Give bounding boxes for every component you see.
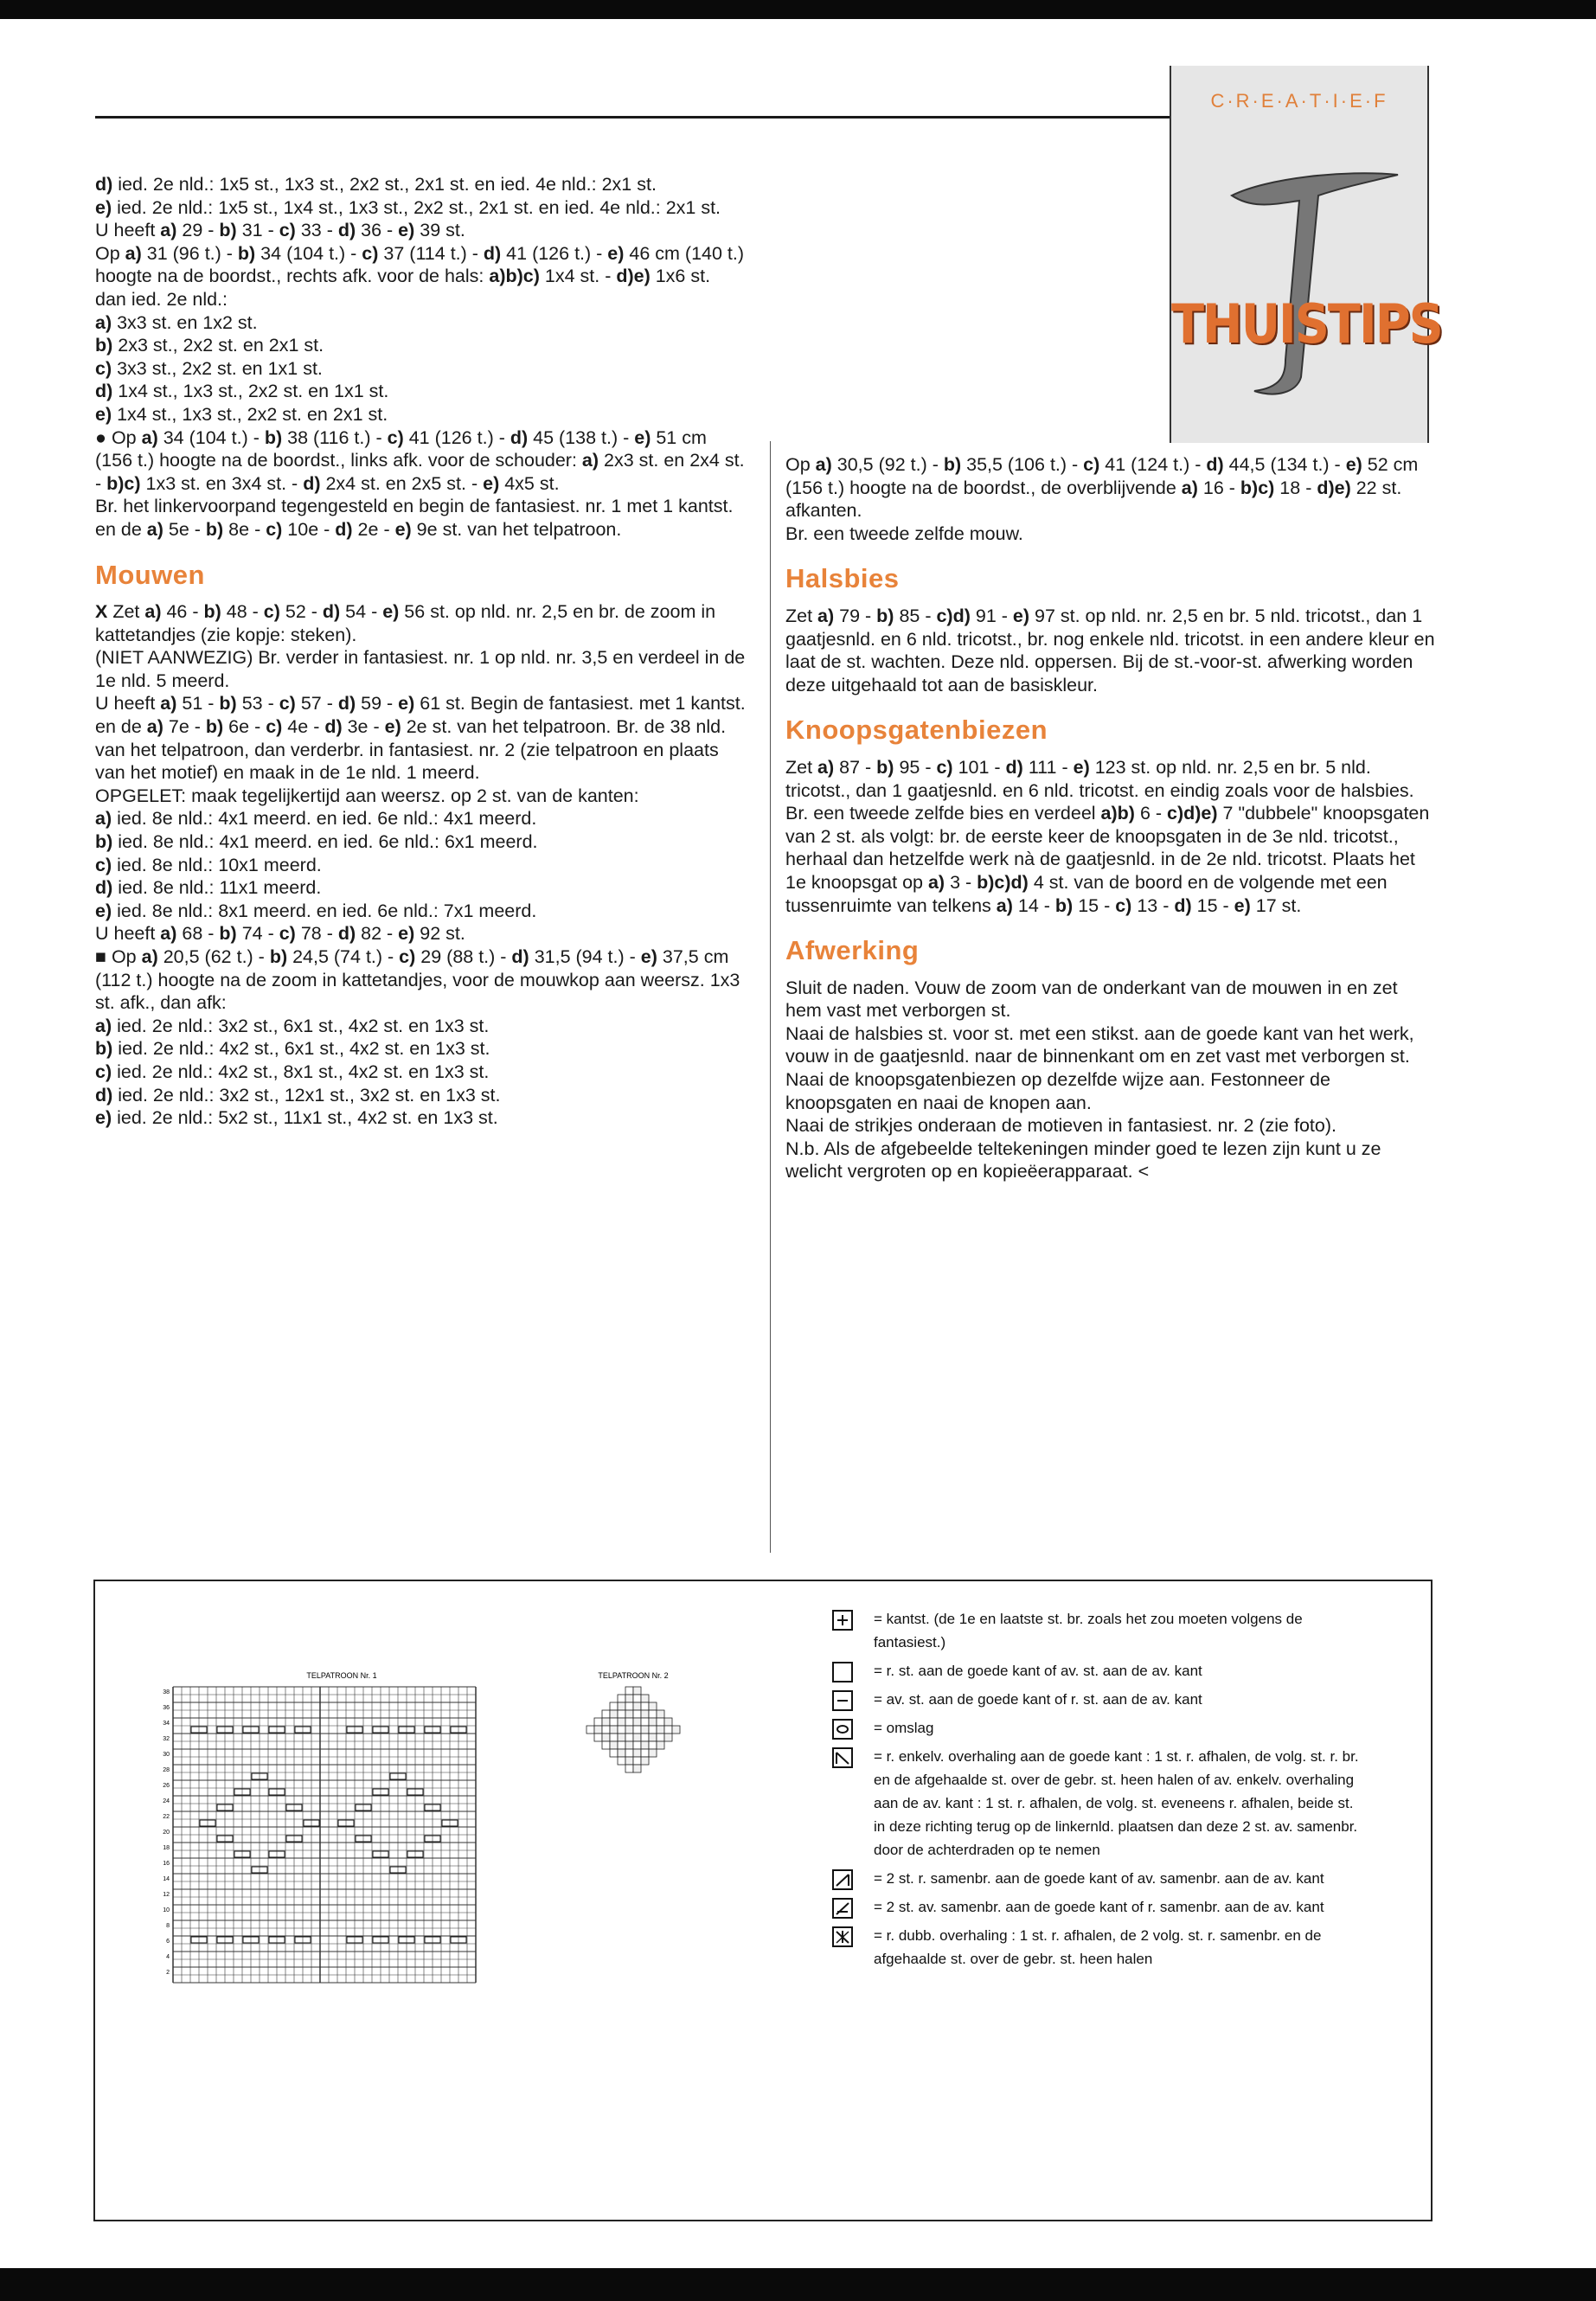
instruction-line: Br. een tweede zelfde bies en verdeel a)b) 6 - c)d)e) 7 "dubbele" knoopsgaten van 2 st. als volgt: br. de eerste keer de knoopsgaten in de 3e nld. tricotst., herhaal dan hetzelfde werk nà de gaatjesnld. in de 2e nld. tricotst. Plaats het 1e knoopsgat op a) 3 - b)c)d) 4 st. van de boord en de volgende met een tussenruimte van telkens a) 14 - b) 15 - c) 13 - d) 15 - e) 17 st. [785, 803, 1430, 916]
chart-stitch-cell [610, 1726, 618, 1734]
chart-stitch-cell [602, 1734, 610, 1741]
chart-stitch-cell [641, 1741, 649, 1749]
chart-stitch-cell [641, 1695, 649, 1702]
instruction-line: Op a) 30,5 (92 t.) - b) 35,5 (106 t.) - c) 41 (124 t.) - d) 44,5 (134 t.) - e) 52 cm (156 t.) hoogte na de boordst., de overblijvende a) 16 - b)c) 18 - d)e) 22 st. afkanten. [785, 454, 1419, 522]
instruction-line: d) ied. 2e nld.: 3x2 st., 12x1 st., 3x2 st. en 1x3 st. [95, 1084, 501, 1106]
plus-symbol-icon [832, 1610, 853, 1631]
chart-stitch-cell [641, 1757, 649, 1765]
telpatroon-2-chart [529, 1670, 737, 1843]
chart-stitch-cell [602, 1726, 610, 1734]
telpatroon-1-chart [156, 1670, 510, 1998]
dbl-symbol-icon [832, 1926, 853, 1947]
legend-item-empty [832, 1659, 1360, 1682]
instruction-line: N.b. Als de afgebeelde teltekeningen minder goed te lezen zijn kunt u ze welicht vergroten op en kopieëerapparaat. < [785, 1138, 1381, 1183]
chart-row-number: 14 [163, 1876, 170, 1882]
instruction-line: d) ied. 8e nld.: 11x1 meerd. [95, 877, 322, 899]
chart-stitch-cell [664, 1734, 672, 1741]
chart-stitch-cell [618, 1710, 625, 1718]
instruction-line: Zet a) 87 - b) 95 - c) 101 - d) 111 - e) 123 st. op nld. nr. 2,5 en br. 5 nld. tricotst., dan 1 gaatjesnld. en 6 nld. tricotst. en eindig zoals voor de halsbies. [785, 756, 1414, 801]
chart-stitch-cell [594, 1718, 602, 1726]
legend-item-k2tog [832, 1867, 1360, 1890]
chart-stitch-cell [633, 1718, 641, 1726]
chart-row-number: 38 [163, 1689, 170, 1695]
knoopsgatenbiezen-text [785, 756, 1436, 917]
chart-stitch-cell [602, 1710, 610, 1718]
chart-stitch-cell [633, 1765, 641, 1772]
chart-stitch-cell [602, 1741, 610, 1749]
chart-stitch-cell [625, 1749, 633, 1757]
chart-stitch-cell [602, 1718, 610, 1726]
chart-row-number: 18 [163, 1845, 170, 1851]
chart-stitch-cell [586, 1726, 594, 1734]
section-title-mouwen: Mouwen [95, 559, 205, 590]
bottom-border-bar [0, 2268, 1596, 2301]
instruction-line: OPGELET: maak tegelijkertijd aan weersz. op 2 st. van de kanten: [95, 785, 639, 806]
chart-stitch-cell [657, 1710, 664, 1718]
instruction-line: Br. het linkervoorpand tegengesteld en begin de fantasiest. nr. 1 met 1 kantst. en de a) 5e - b) 8e - c) 10e - d) 2e - e) 9e st. van het telpatroon. [95, 496, 734, 540]
instruction-line: ● Op a) 34 (104 t.) - b) 38 (116 t.) - c) 41 (126 t.) - d) 45 (138 t.) - e) 51 cm (156 t.) hoogte na de boordst., links afk. voor de schouder: a) 2x3 st. en 2x4 st. - b)c) 1x3 st. en 3x4 st. - d) 2x4 st. en 2x5 st. - e) 4x5 st. [95, 426, 745, 494]
logo-t-emblem [1171, 66, 1442, 443]
instruction-line: ■ Op a) 20,5 (62 t.) - b) 24,5 (74 t.) - c) 29 (88 t.) - d) 31,5 (94 t.) - e) 37,5 cm (112 t.) hoogte na de zoom in kattetandjes, voor de mouwkop aan weersz. 1x3 st. afk., dan afk: [95, 946, 740, 1014]
instruction-line: e) 1x4 st., 1x3 st., 2x2 st. en 2x1 st. [95, 403, 388, 425]
legend-item-dbl [832, 1924, 1360, 1971]
afwerking-text [785, 977, 1436, 1183]
legend-text: = 2 st. r. samenbr. aan de goede kant of av. samenbr. aan de av. kant [874, 1870, 1324, 1887]
chart-row-number: 6 [166, 1939, 170, 1945]
chart-stitch-cell [618, 1718, 625, 1726]
chart-stitch-cell [633, 1741, 641, 1749]
chart-stitch-cell [594, 1726, 602, 1734]
chart-stitch-cell [641, 1710, 649, 1718]
instruction-line: c) ied. 2e nld.: 4x2 st., 8x1 st., 4x2 st. en 1x3 st. [95, 1061, 490, 1082]
chart-stitch-cell [625, 1710, 633, 1718]
chart-stitch-cell [618, 1741, 625, 1749]
legend-item-skp [832, 1745, 1360, 1862]
left-intro-text [95, 173, 746, 542]
chart-row-number: 8 [166, 1923, 170, 1929]
chart-row-number: 28 [163, 1767, 170, 1773]
chart-row-number: 16 [163, 1861, 170, 1867]
legend-text: = omslag [874, 1720, 934, 1736]
chart-stitch-cell [649, 1710, 657, 1718]
instruction-line: (NIET AANWEZIG) Br. verder in fantasiest. nr. 1 op nld. nr. 3,5 en verdeel in de [95, 647, 746, 669]
legend-text: = 2 st. av. samenbr. aan de goede kant of r. samenbr. aan de av. kant [874, 1899, 1324, 1915]
halsbies-text [785, 605, 1436, 696]
instruction-line: b) 2x3 st., 2x2 st. en 2x1 st. [95, 335, 324, 356]
chart-row-number: 10 [163, 1907, 170, 1913]
chart-stitch-cell [625, 1702, 633, 1710]
legend-item-omslag [832, 1716, 1360, 1740]
instruction-line: e) ied. 8e nld.: 8x1 meerd. en ied. 6e nld.: 7x1 meerd. [95, 900, 537, 921]
chart-stitch-cell [657, 1726, 664, 1734]
chart-stitch-cell [625, 1718, 633, 1726]
chart-stitch-cell [641, 1702, 649, 1710]
chart-stitch-cell [610, 1734, 618, 1741]
chart-stitch-cell [610, 1749, 618, 1757]
chart-stitch-cell [649, 1734, 657, 1741]
telpatroon-1-grid [173, 1687, 476, 1983]
instruction-line: b) ied. 8e nld.: 4x1 meerd. en ied. 6e nld.: 6x1 meerd. [95, 831, 538, 853]
omslag-symbol-icon [832, 1719, 853, 1740]
column-divider [770, 441, 771, 1553]
mouwen-text [95, 600, 746, 1130]
symbol-legend [832, 1607, 1360, 1976]
legend-item-minus [832, 1688, 1360, 1711]
instruction-line: U heeft a) 29 - b) 31 - c) 33 - d) 36 - e) 39 st. [95, 220, 465, 241]
chart-stitch-cell [633, 1710, 641, 1718]
k2tog-symbol-icon [832, 1869, 853, 1890]
chart-stitch-cell [618, 1757, 625, 1765]
instruction-line: a) 3x3 st. en 1x2 st. [95, 311, 258, 333]
creatief-wordmark: C·R·E·A·T·I·E·F [1210, 90, 1388, 112]
legend-text: = av. st. aan de goede kant of r. st. aan de av. kant [874, 1691, 1202, 1708]
chart-stitch-cell [633, 1726, 641, 1734]
instruction-line: a) ied. 8e nld.: 4x1 meerd. en ied. 6e nld.: 4x1 meerd. [95, 808, 537, 830]
instruction-line: U heeft a) 68 - b) 74 - c) 78 - d) 82 - e) 92 st. [95, 923, 465, 945]
chart-stitch-cell [625, 1741, 633, 1749]
chart-stitch-cell [649, 1702, 657, 1710]
section-title-halsbies: Halsbies [785, 563, 900, 594]
chart-stitch-cell [633, 1695, 641, 1702]
instruction-line: c) ied. 8e nld.: 10x1 meerd. [95, 854, 322, 875]
instruction-line: Naai de strikjes onderaan de motieven in fantasiest. nr. 2 (zie foto). [785, 1115, 1336, 1137]
chart-row-number: 22 [163, 1814, 170, 1820]
empty-symbol-icon [832, 1662, 853, 1682]
chart-row-number: 34 [163, 1721, 170, 1727]
p2tog-symbol-icon [832, 1898, 853, 1919]
chart-stitch-cell [641, 1718, 649, 1726]
telpatroon-2-title: TELPATROON Nr. 2 [598, 1671, 669, 1680]
telpatroon-1-title: TELPATROON Nr. 1 [306, 1671, 377, 1680]
chart-row-number: 12 [163, 1892, 170, 1898]
instruction-line: Sluit de naden. Vouw de zoom van de onderkant van de mouwen in en zet hem vast met verborgen st. [785, 977, 1398, 1022]
chart-stitch-cell [633, 1702, 641, 1710]
chart-stitch-cell [633, 1734, 641, 1741]
chart-stitch-cell [657, 1734, 664, 1741]
chart-row-number: 20 [163, 1830, 170, 1836]
chart-stitch-cell [672, 1726, 680, 1734]
left-column [95, 173, 746, 1130]
instruction-line: d) ied. 2e nld.: 1x5 st., 1x3 st., 2x2 st., 2x1 st. en ied. 4e nld.: 2x1 st. [95, 174, 657, 195]
instruction-line: e) ied. 2e nld.: 5x2 st., 11x1 st., 4x2 st. en 1x3 st. [95, 1107, 498, 1129]
chart-stitch-cell [625, 1734, 633, 1741]
right-intro-text [785, 453, 1436, 545]
instruction-line: U heeft a) 51 - b) 53 - c) 57 - d) 59 - e) 61 st. Begin de fantasiest. met 1 kantst. en de a) 7e - b) 6e - c) 4e - d) 3e - e) 2e st. van het telpatroon. Br. de 38 nld. van het telpatroon, dan verderbr. in fantasiest. nr. 2 (zie telpatroon en plaats van het motief) en maak in de 1e nld. 1 meerd. [95, 693, 746, 784]
chart-stitch-cell [625, 1695, 633, 1702]
chart-stitch-cell [649, 1726, 657, 1734]
instruction-line: c) 3x3 st., 2x2 st. en 1x1 st. [95, 357, 323, 379]
chart-stitch-cell [618, 1726, 625, 1734]
chart-stitch-cell [618, 1749, 625, 1757]
instruction-line: X Zet a) 46 - b) 48 - c) 52 - d) 54 - e) 56 st. op nld. nr. 2,5 en br. de zoom in kattetandjes (zie kopje: steken). [95, 601, 716, 645]
chart-stitch-cell [633, 1749, 641, 1757]
minus-symbol-icon [832, 1690, 853, 1711]
chart-stitch-cell [633, 1757, 641, 1765]
chart-row-number: 4 [166, 1954, 170, 1960]
section-title-knoopsgatenbiezen: Knoopsgatenbiezen [785, 715, 1048, 746]
chart-stitch-cell [610, 1702, 618, 1710]
right-column [785, 453, 1436, 1183]
instruction-line: e) ied. 2e nld.: 1x5 st., 1x4 st., 1x3 st., 2x2 st., 2x1 st. en ied. 4e nld.: 2x1 st. [95, 196, 721, 218]
chart-row-number: 36 [163, 1705, 170, 1711]
thuistips-wordmark: THUISTIPS [1171, 292, 1442, 356]
legend-text: = r. enkelv. overhaling aan de goede kant : 1 st. r. afhalen, de volg. st. r. br. en de afgehaalde st. over de gebr. st. heen halen of av. enkelv. overhaling aan de av. kant : 1 st. r. afhalen, de volg. st. eveneens r. afhalen, beide st. in deze richting terug op de linkernld. plaatsen dan deze 2 st. av. samenbr. door de achterdraden op te nemen [874, 1748, 1359, 1858]
instruction-line: b) ied. 2e nld.: 4x2 st., 6x1 st., 4x2 st. en 1x3 st. [95, 1038, 490, 1060]
chart-stitch-cell [641, 1726, 649, 1734]
instruction-line: Naai de halsbies st. voor st. met een stikst. aan de goede kant van het werk, vouw in de gaatjesnld. naar de binnenkant om en zet vast met verborgen st. [785, 1022, 1414, 1067]
chart-row-number: 2 [166, 1970, 170, 1976]
chart-stitch-cell [610, 1710, 618, 1718]
instruction-line: Br. een tweede zelfde mouw. [785, 522, 1023, 544]
chart-stitch-cell [625, 1726, 633, 1734]
instruction-line: d) 1x4 st., 1x3 st., 2x2 st. en 1x1 st. [95, 381, 389, 402]
instruction-line: Op a) 31 (96 t.) - b) 34 (104 t.) - c) 37 (114 t.) - d) 41 (126 t.) - e) 46 cm (140 t.) hoogte na de boordst., rechts afk. voor de hals: a)b)c) 1x4 st. - d)e) 1x6 st. dan ied. 2e nld.: [95, 242, 745, 310]
chart-stitch-cell [633, 1687, 641, 1695]
instruction-line: 1e nld. 5 meerd. [95, 670, 230, 691]
chart-row-number: 32 [163, 1736, 170, 1742]
chart-row-number: 26 [163, 1783, 170, 1789]
chart-stitch-cell [625, 1687, 633, 1695]
chart-stitch-cell [657, 1741, 664, 1749]
chart-stitch-cell [649, 1749, 657, 1757]
creatief-thuistips-logo [1170, 66, 1442, 443]
chart-stitch-cell [594, 1734, 602, 1741]
legend-item-p2tog [832, 1895, 1360, 1919]
chart-stitch-cell [641, 1734, 649, 1741]
chart-stitch-cell [610, 1718, 618, 1726]
chart-stitch-cell [649, 1741, 657, 1749]
chart-stitch-cell [649, 1718, 657, 1726]
chart-stitch-cell [618, 1702, 625, 1710]
legend-text: = r. st. aan de goede kant of av. st. aan de av. kant [874, 1663, 1202, 1679]
legend-text: = kantst. (de 1e en laatste st. br. zoals het zou moeten volgens de fantasiest.) [874, 1611, 1303, 1650]
chart-stitch-cell [610, 1741, 618, 1749]
instruction-line: Naai de knoopsgatenbiezen op dezelfde wijze aan. Festonneer de knoopsgaten en naai de knopen aan. [785, 1069, 1330, 1113]
chart-stitch-cell [641, 1749, 649, 1757]
chart-stitch-cell [618, 1695, 625, 1702]
legend-text: = r. dubb. overhaling : 1 st. r. afhalen, de 2 volg. st. r. samenbr. en de afgehaalde st. over de gebr. st. heen halen [874, 1927, 1322, 1967]
instruction-line: Zet a) 79 - b) 85 - c)d) 91 - e) 97 st. op nld. nr. 2,5 en br. 5 nld. tricotst., dan 1 gaatjesnld. en 6 nld. tricotst., br. nog enkele nld. tricotst. in een andere kleur en laat de st. wachten. Deze nld. oppersen. Bij de st.-voor-st. afwerking worden deze uitgehaald tot aan de basiskleur. [785, 605, 1435, 695]
chart-stitch-cell [618, 1734, 625, 1741]
section-title-afwerking: Afwerking [785, 935, 920, 966]
top-border-bar [0, 0, 1596, 19]
chart-row-number: 30 [163, 1752, 170, 1758]
chart-stitch-cell [625, 1757, 633, 1765]
chart-stitch-cell [664, 1726, 672, 1734]
chart-stitch-cell [664, 1718, 672, 1726]
skp-symbol-icon [832, 1747, 853, 1768]
chart-row-number: 24 [163, 1798, 170, 1804]
chart-stitch-cell [625, 1765, 633, 1772]
legend-item-plus [832, 1607, 1360, 1654]
chart-stitch-cell [657, 1718, 664, 1726]
instruction-line: a) ied. 2e nld.: 3x2 st., 6x1 st., 4x2 st. en 1x3 st. [95, 1015, 490, 1036]
